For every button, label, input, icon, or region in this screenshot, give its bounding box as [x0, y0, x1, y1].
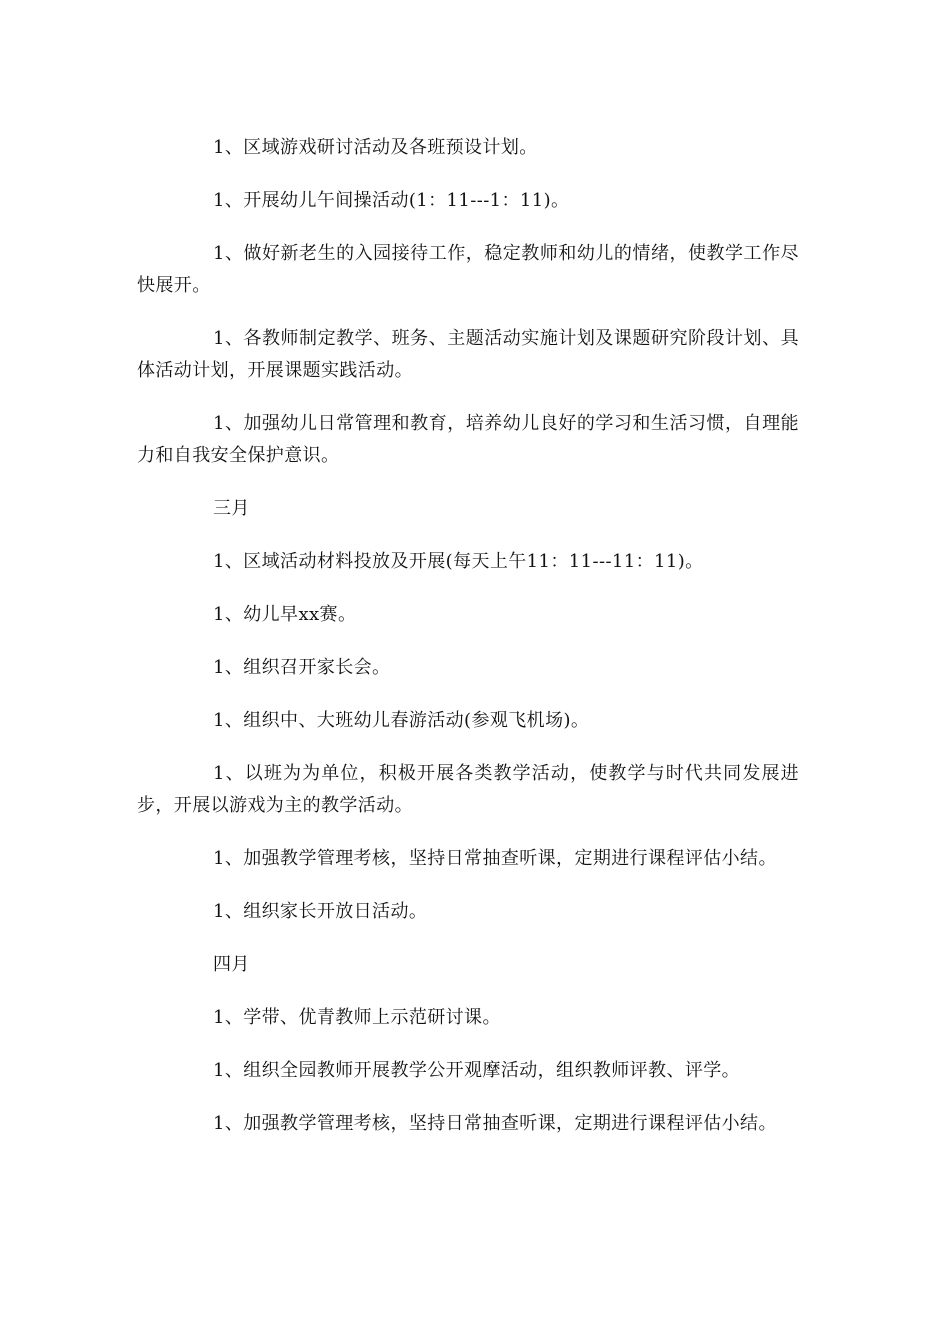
paragraph: 1、区域游戏研讨活动及各班预设计划。 [213, 137, 538, 158]
paragraph: 1、以班为为单位，积极开展各类教学活动，使教学与时代共同发展进步，开展以游戏为主的教学活动。 [137, 763, 799, 816]
paragraph: 1、组织全园教师开展教学公开观摩活动，组织教师评教、评学。 [213, 1060, 741, 1081]
paragraph: 1、组织召开家长会。 [213, 657, 391, 678]
paragraph: 1、组织家长开放日活动。 [213, 901, 428, 922]
paragraph: 1、加强教学管理考核，坚持日常抽查听课，定期进行课程评估小结。 [213, 1113, 777, 1134]
paragraph: 1、区域活动材料投放及开展(每天上午11：11---11：11)。 [213, 551, 704, 572]
paragraph: 1、幼儿早xx赛。 [213, 604, 357, 625]
section-heading-april: 四月 [213, 954, 250, 975]
paragraph: 1、组织中、大班幼儿春游活动(参观飞机场)。 [213, 710, 590, 731]
paragraph: 1、各教师制定教学、班务、主题活动实施计划及课题研究阶段计划、具体活动计划，开展课题实践活动。 [137, 328, 799, 381]
paragraph: 1、开展幼儿午间操活动(1：11---1：11)。 [213, 190, 570, 211]
section-heading-march: 三月 [213, 498, 250, 519]
paragraph: 1、学带、优青教师上示范研讨课。 [213, 1007, 501, 1028]
paragraph: 1、做好新老生的入园接待工作，稳定教师和幼儿的情绪，使教学工作尽快展开。 [137, 243, 799, 296]
document-body [137, 132, 799, 1161]
paragraph: 1、加强幼儿日常管理和教育，培养幼儿良好的学习和生活习惯，自理能力和自我安全保护意识。 [137, 413, 799, 466]
paragraph: 1、加强教学管理考核，坚持日常抽查听课，定期进行课程评估小结。 [213, 848, 777, 869]
